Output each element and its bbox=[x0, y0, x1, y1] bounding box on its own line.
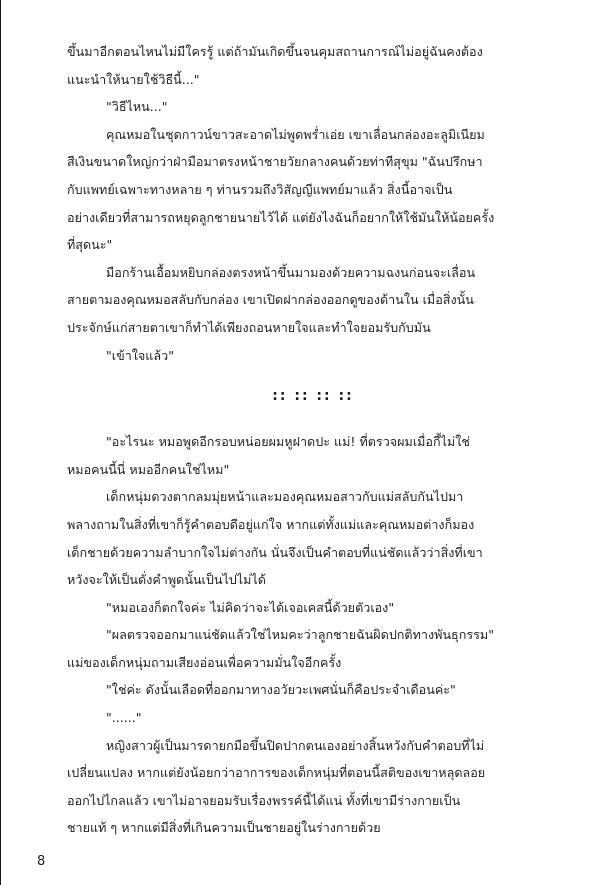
text-line: แม่ของเด็กหนุ่มถามเสียงอ่อนเพื่อความมั่นใจอีกครั้ง bbox=[67, 654, 342, 670]
text-line: "วิธีไหน..." bbox=[106, 99, 168, 115]
text-line: "หมอเองก็ตกใจค่ะ ไม่คิดว่าจะได้เจอเคสนี้ด้วยตัวเอง" bbox=[106, 599, 395, 615]
text-line: สีเงินขนาดใหญ่กว่าฝ่ามือมาตรงหน้าชายวัยกลางคนด้วยท่าทีสุขุม "ฉันปรึกษา bbox=[67, 154, 483, 170]
book-page-body bbox=[67, 38, 559, 842]
text-section-after-break bbox=[67, 428, 559, 842]
text-line: ที่สุดนะ" bbox=[67, 237, 113, 253]
text-line: "ผลตรวจออกมาแน่ชัดแล้วใช่ไหมคะว่าลูกชายฉันผิดปกติทางพันธุกรรม" bbox=[106, 627, 494, 643]
text-line: คุณหมอในชุดกาวน์ขาวสะอาดไม่พูดพร่ำเอ่ย เขาเลื่อนกล่องอะลูมิเนียม bbox=[106, 126, 485, 142]
text-line: "เข้าใจแล้ว" bbox=[106, 347, 175, 363]
paragraph bbox=[67, 483, 559, 593]
text-line: หญิงสาวผู้เป็นมารดายกมือขึ้นปิดปากตนเองอย่างสิ้นหวังกับคำตอบที่ไม่ bbox=[106, 737, 485, 753]
text-line: เด็กหนุ่มดวงตากลมมุ่ยหน้าและมองคุณหมอสาวกับแม่สลับกันไปมา bbox=[106, 489, 464, 505]
text-line: กับแพทย์เฉพาะทางหลาย ๆ ท่านรวมถึงวิสัญญีแพทย์มาแล้ว สิ่งนี้อาจเป็น bbox=[67, 181, 453, 197]
paragraph bbox=[67, 121, 559, 259]
text-line: หวังจะให้เป็นดั่งคำพูดนั้นเป็นไปไม่ได้ bbox=[67, 572, 266, 588]
text-line: มือกร้านเอื้อมหยิบกล่องตรงหน้าขึ้นมามองด้วยความฉงนก่อนจะเลื่อน bbox=[106, 264, 476, 280]
text-line: พลางถามในสิ่งที่เขาก็รู้คำตอบดีอยู่แก่ใจ หากแต่ทั้งแม่และคุณหมอต่างก็มอง bbox=[67, 516, 475, 532]
text-line: "......" bbox=[106, 710, 142, 726]
text-line: เปลี่ยนแปลง หากแต่ยังน้อยกว่าอาการของเด็กหนุ่มที่ตอนนี้สติของเขาหลุดลอย bbox=[67, 765, 486, 781]
text-line: "ใช่ค่ะ ดังนั้นเลือดที่ออกมาทางอวัยวะเพศนั่นก็คือประจำเดือนค่ะ" bbox=[106, 682, 456, 698]
text-line: ออกไปไกลแล้ว เขาไม่อาจยอมรับเรื่องพรรค์นี้ได้แน่ ทั้งที่เขามีร่างกายเป็น bbox=[67, 792, 461, 808]
text-line: ประจักษ์แก่สายตาเขาก็ทำได้เพียงถอนหายใจและทำใจยอมรับกับมัน bbox=[67, 319, 431, 335]
paragraph bbox=[67, 621, 559, 676]
text-line: สายตามองคุณหมอสลับกับกล่อง เขาเปิดฝากล่องออกดูของด้านใน เมื่อสิ่งนั้น bbox=[67, 292, 474, 308]
paragraph bbox=[67, 428, 559, 483]
paragraph bbox=[67, 676, 559, 704]
page-number: 8 bbox=[37, 854, 46, 869]
paragraph bbox=[67, 342, 559, 370]
page-edge-line bbox=[0, 0, 1, 885]
scene-break-divider: :: :: :: :: bbox=[272, 388, 354, 405]
paragraph bbox=[67, 704, 559, 732]
paragraph bbox=[67, 732, 559, 842]
text-line: "อะไรนะ หมอพูดอีกรอบหน่อยผมหูฝาดปะ แม่! ที่ตรวจผมเมื่อกี้ไม่ใช่ bbox=[106, 434, 470, 450]
text-line: แนะนำให้นายใช้วิธีนี้..." bbox=[67, 71, 200, 87]
paragraph bbox=[67, 259, 559, 342]
text-line: หมอคนนี้นี่ หมออีกคนใช่ไหม" bbox=[67, 461, 230, 477]
text-section-before-break bbox=[67, 38, 559, 369]
paragraph bbox=[67, 594, 559, 622]
text-line: ขึ้นมาอีกตอนไหนไม่มีใครรู้ แต่ถ้ามันเกิดขึ้นจนคุมสถานการณ์ไม่อยู่ฉันคงต้อง bbox=[67, 44, 483, 59]
text-line: เด็กชายด้วยความลำบากใจไม่ต่างกัน นั่นจึงเป็นคำตอบที่แน่ชัดแล้วว่าสิ่งที่เขา bbox=[67, 544, 483, 560]
text-line: ชายแท้ ๆ หากแต่มีสิ่งที่เกินความเป็นชายอยู่ในร่างกายด้วย bbox=[67, 820, 381, 836]
paragraph bbox=[67, 93, 559, 121]
text-line: อย่างเดียวที่สามารถหยุดลูกชายนายไว้ได้ แต่ยังไงฉันก็อยากให้ใช้มันให้น้อยครั้ง bbox=[67, 209, 495, 225]
paragraph bbox=[67, 38, 559, 93]
